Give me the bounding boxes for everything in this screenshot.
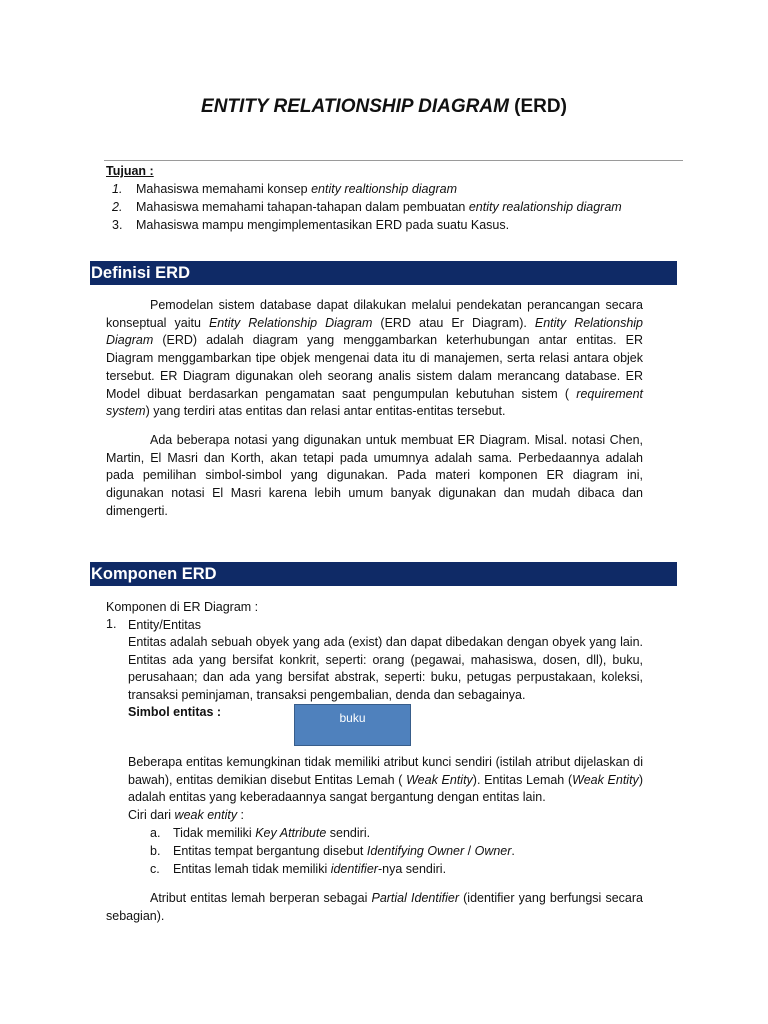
objective-item: 1. Mahasiswa memahami konsep entity realtionship diagram (112, 182, 457, 196)
objective-item: 2. Mahasiswa memahami tahapan-tahapan dalam pembuatan entity realationship diagram (112, 200, 622, 214)
entity-symbol-box: buku (294, 704, 411, 746)
entity-description: Entitas adalah sebuah obyek yang ada (exist) dan dapat dibedakan dengan obyek yang lain. Entitas ada yang bersifat konkrit, seperti: orang (pegawai, mahasiswa, dosen, dll), buku, perusahaan; dan ada yang bersifat abstrak, seperti: buku, petugas perpustakaan, koleksi, transaksi peminjaman, transaksi pengembalian, denda dan sebagainya. (128, 635, 643, 702)
komponen-intro: Komponen di ER Diagram : (106, 600, 259, 614)
list-item: c. Entitas lemah tidak memiliki identifier-nya sendiri. (150, 862, 447, 876)
list-item: b. Entitas tempat bergantung disebut Identifying Owner / Owner. (150, 844, 515, 858)
objective-item: 3. Mahasiswa mampu mengimplementasikan ERD pada suatu Kasus. (112, 218, 510, 232)
objectives-heading: Tujuan : (106, 164, 154, 178)
weak-entity-traits-heading: Ciri dari weak entity : (128, 808, 245, 822)
objectives-list (106, 180, 666, 234)
definisi-paragraph-2: Ada beberapa notasi yang digunakan untuk membuat ER Diagram. Misal. notasi Chen, Martin, El Masri dan Korth, akan tetapi pada umumnya adalah sama. Perbedaannya adalah pada pemilihan simbol-simbol yang digunakan. Pada materi komponen ER diagram ini, digunakan notasi El Masri karena lebih umum banyak digunakan dan mudah dibaca dan dimengerti. (106, 433, 643, 518)
definisi-paragraph-1: Pemodelan sistem database dapat dilakukan melalui pendekatan perancangan secara konseptual yaitu Entity Relationship Diagram (ERD atau Er Diagram). Entity Relationship Diagram (ERD) adalah diagram yang menggambarkan keterhubungan antar entitas. ER Diagram menggambarkan tipe objek mengenai data itu di manajemen, serta relasi antara objek tersebut. ER Diagram digunakan oleh seorang analis sistem dalam merancang database. ER Model dibuat berdasarkan pengamatan saat pengumpulan kebutuhan sistem ( requirement system) yang terdiri atas entitas dan relasi antar entitas-entitas tersebut. (106, 298, 643, 419)
horizontal-rule (104, 160, 683, 161)
weak-entity-traits-list (150, 824, 515, 878)
section-heading-komponen: Komponen ERD (90, 562, 677, 586)
document-title: ENTITY RELATIONSHIP DIAGRAM (ERD) (201, 96, 567, 117)
komponen-item-title: Entity/Entitas (128, 618, 201, 632)
weak-entity-paragraph: Beberapa entitas kemungkinan tidak memiliki atribut kunci sendiri (istilah atribut dijelaskan di bawah), entitas demikian disebut Entitas Lemah ( Weak Entity). Entitas Lemah (Weak Entity) adalah entitas yang keberadaannya sangat bergantung dengan entitas lain. (128, 755, 643, 804)
section-heading-definisi: Definisi ERD (90, 261, 677, 285)
partial-identifier-paragraph: Atribut entitas lemah berperan sebagai Partial Identifier (identifier yang berfungsi secara sebagian). (106, 891, 643, 923)
komponen-item-number: 1. (106, 617, 117, 631)
list-item: a. Tidak memiliki Key Attribute sendiri. (150, 826, 371, 840)
entity-symbol-label: Simbol entitas : (128, 705, 222, 719)
objectives-block (106, 162, 666, 234)
